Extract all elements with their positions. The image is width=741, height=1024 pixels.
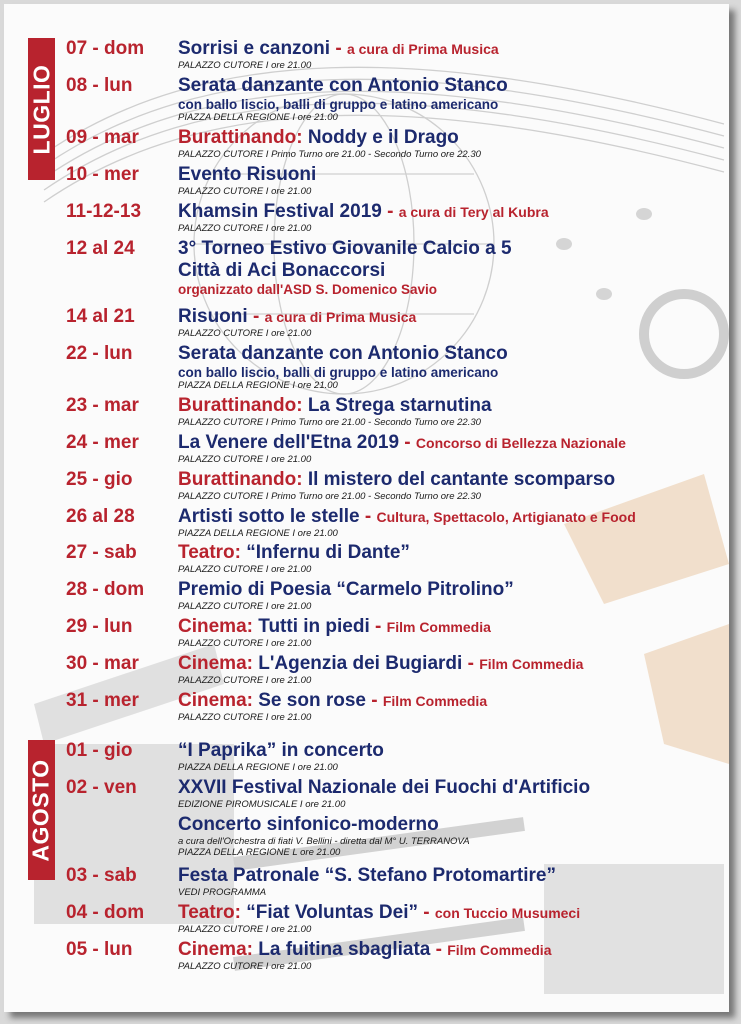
event-date: 29 - lun — [66, 616, 133, 637]
event-category: Burattinando: — [178, 469, 303, 490]
event-category: Burattinando: — [178, 127, 303, 148]
event-title: Se son rose — [258, 690, 366, 711]
event-detail: con ballo liscio, balli di gruppo e latino americano — [178, 97, 499, 112]
event-subtitle: Concorso di Bellezza Nazionale — [415, 435, 626, 451]
event-title-line — [178, 506, 719, 528]
event-body — [178, 740, 719, 773]
event-venue: PALAZZO CUTORE I Primo Turno ore 21.00 - Secondo Turno ore 22.30 — [178, 149, 481, 160]
event-title: “I Paprika” in concerto — [178, 740, 384, 761]
event-body — [178, 395, 719, 428]
event-title: XXVII Festival Nazionale dei Fuochi d'Artificio — [178, 777, 591, 798]
event-title: Serata danzante con Antonio Stanco — [178, 75, 508, 96]
event-subtitle: Cultura, Spettacolo, Artigianato e Food — [376, 509, 636, 525]
event-venue: VEDI PROGRAMMA — [178, 887, 267, 898]
event-date: 10 - mer — [66, 164, 139, 185]
event-date: 26 al 28 — [66, 506, 135, 527]
event-body — [178, 38, 719, 71]
event-date: 12 al 24 — [66, 238, 135, 259]
event-title-line — [178, 939, 719, 961]
event-venue: PALAZZO CUTORE I ore 21.00 — [178, 601, 312, 612]
event-title: Noddy e il Drago — [307, 127, 459, 148]
event-body — [178, 238, 719, 297]
event-title-line — [178, 395, 719, 417]
event-detail: con ballo liscio, balli di gruppo e latino americano — [178, 365, 499, 380]
event-date: 28 - dom — [66, 579, 145, 600]
event-category: Burattinando: — [178, 395, 303, 416]
event-body — [178, 343, 719, 391]
event-date: 31 - mer — [66, 690, 139, 711]
event-title: Serata danzante con Antonio Stanco — [178, 343, 508, 364]
event-title-line — [178, 902, 719, 924]
event-dash: - — [418, 902, 435, 923]
event-title-line — [178, 127, 719, 149]
event-title-line — [178, 542, 719, 564]
event-title-line — [178, 814, 719, 836]
event-title-line — [178, 201, 719, 223]
event-title-line — [178, 343, 719, 365]
event-detail: a cura dell'Orchestra di fiati V. Bellini - diretta dal M° U. TERRANOVA — [178, 836, 470, 847]
event-title-line — [178, 653, 719, 675]
event-title: La fuitina sbagliata — [258, 939, 431, 960]
event-dash: - — [369, 616, 387, 637]
event-title: Risuoni — [178, 306, 248, 327]
event-title: La Strega starnutina — [307, 395, 492, 416]
event-venue: PIAZZA DELLA REGIONE I ore 21.00 — [178, 112, 338, 123]
event-body — [178, 777, 719, 810]
event-venue: PALAZZO CUTORE I Primo Turno ore 21.00 - Secondo Turno ore 22.30 — [178, 491, 481, 502]
event-dash: - — [381, 201, 399, 222]
event-subtitle: Film Commedia — [479, 656, 584, 672]
event-date: 11-12-13 — [66, 201, 142, 222]
event-date: 05 - lun — [66, 939, 133, 960]
event-date: 02 - ven — [66, 777, 137, 798]
event-title-line — [178, 616, 719, 638]
event-venue: PIAZZA DELLA REGIONE I ore 21.00 — [178, 762, 338, 773]
event-body — [178, 469, 719, 502]
event-date: 04 - dom — [66, 902, 145, 923]
event-venue: PIAZZA DELLA REGIONE L ore 21.00 — [178, 847, 341, 858]
event-title: Concerto sinfonico-moderno — [178, 814, 439, 835]
event-date: 30 - mar — [66, 653, 139, 674]
event-title: Tutti in piedi — [258, 616, 370, 637]
event-body — [178, 306, 719, 339]
event-body — [178, 690, 719, 723]
event-detail: Città di Aci Bonaccorsi — [178, 260, 386, 281]
event-body — [178, 616, 719, 649]
event-dash: - — [462, 653, 480, 674]
event-title-line — [178, 38, 719, 60]
event-title: “Fiat Voluntas Dei” — [246, 902, 418, 923]
event-body — [178, 939, 719, 972]
month-label-july: LUGLIO — [28, 38, 55, 180]
event-venue: PALAZZO CUTORE I ore 21.00 — [178, 186, 312, 197]
event-body — [178, 579, 719, 612]
event-dash: - — [430, 939, 448, 960]
event-body — [178, 865, 719, 898]
event-title-line — [178, 579, 719, 601]
event-venue: PALAZZO CUTORE I ore 21.00 — [178, 454, 312, 465]
event-dash: - — [359, 506, 377, 527]
event-title: “Infernu di Dante” — [246, 542, 410, 563]
event-title: Premio di Poesia “Carmelo Pitrolino” — [178, 579, 514, 600]
event-venue: PIAZZA DELLA REGIONE I ore 21.00 — [178, 380, 338, 391]
event-venue: PALAZZO CUTORE I ore 21.00 — [178, 712, 312, 723]
event-date: 07 - dom — [66, 38, 145, 59]
event-category: Cinema: — [178, 939, 253, 960]
event-title-line — [178, 164, 719, 186]
month-label-august: AGOSTO — [28, 740, 55, 880]
event-body — [178, 201, 719, 234]
event-title: Khamsin Festival 2019 — [178, 201, 382, 222]
event-dash: - — [247, 306, 265, 327]
event-title: Sorrisi e canzoni — [178, 38, 331, 59]
event-title-line — [178, 690, 719, 712]
event-body — [178, 653, 719, 686]
event-venue: PIAZZA DELLA REGIONE I ore 21.00 — [178, 528, 338, 539]
event-detail: organizzato dall'ASD S. Domenico Savio — [178, 282, 438, 297]
event-date: 24 - mer — [66, 432, 139, 453]
event-title-line — [178, 306, 719, 328]
event-title-line — [178, 865, 719, 887]
event-venue: PALAZZO CUTORE I ore 21.00 — [178, 564, 312, 575]
event-subtitle: a cura di Prima Musica — [346, 41, 499, 57]
event-body — [178, 542, 719, 575]
event-dash: - — [330, 38, 347, 59]
event-venue: PALAZZO CUTORE I ore 21.00 — [178, 328, 312, 339]
event-body — [178, 902, 719, 935]
event-subtitle: Film Commedia — [386, 619, 491, 635]
event-body — [178, 506, 719, 539]
event-category: Cinema: — [178, 616, 253, 637]
event-date: 08 - lun — [66, 75, 133, 96]
event-category: Teatro: — [178, 542, 241, 563]
event-date: 23 - mar — [66, 395, 139, 416]
event-venue: PALAZZO CUTORE I ore 21.00 — [178, 60, 312, 71]
event-body — [178, 814, 719, 858]
event-subtitle: con Tuccio Musumeci — [434, 905, 581, 921]
event-dash: - — [365, 690, 383, 711]
event-venue: EDIZIONE PIROMUSICALE I ore 21.00 — [178, 799, 346, 810]
event-venue: PALAZZO CUTORE I ore 21.00 — [178, 223, 312, 234]
event-title-line — [178, 777, 719, 799]
event-subtitle: a cura di Prima Musica — [264, 309, 417, 325]
event-body — [178, 432, 719, 465]
event-title-line — [178, 432, 719, 454]
program-sheet — [4, 4, 729, 1012]
event-date: 22 - lun — [66, 343, 133, 364]
event-venue: PALAZZO CUTORE I ore 21.00 — [178, 638, 312, 649]
event-title: L'Agenzia dei Bugiardi — [258, 653, 463, 674]
event-body — [178, 75, 719, 123]
event-title-line — [178, 75, 719, 97]
event-venue: PALAZZO CUTORE I ore 21.00 — [178, 924, 312, 935]
event-date: 03 - sab — [66, 865, 137, 886]
event-title: Evento Risuoni — [178, 164, 317, 185]
event-date: 25 - gio — [66, 469, 133, 490]
event-title-line — [178, 469, 719, 491]
event-subtitle: a cura di Tery al Kubra — [398, 204, 549, 220]
event-category: Cinema: — [178, 653, 253, 674]
event-body — [178, 127, 719, 160]
event-subtitle: Film Commedia — [382, 693, 488, 709]
event-venue: PALAZZO CUTORE I Primo Turno ore 21.00 - Secondo Turno ore 22.30 — [178, 417, 481, 428]
event-date: 01 - gio — [66, 740, 133, 761]
event-title-line — [178, 740, 719, 762]
event-title-line — [178, 238, 719, 260]
event-title: Il mistero del cantante scomparso — [307, 469, 616, 490]
event-date: 27 - sab — [66, 542, 137, 563]
event-body — [178, 164, 719, 197]
event-title: 3° Torneo Estivo Giovanile Calcio a 5 — [178, 238, 512, 259]
event-venue: PALAZZO CUTORE I ore 21.00 — [178, 961, 312, 972]
event-subtitle: Film Commedia — [447, 942, 552, 958]
event-venue: PALAZZO CUTORE I ore 21.00 — [178, 675, 312, 686]
event-dash: - — [399, 432, 416, 453]
event-date: 09 - mar — [66, 127, 139, 148]
event-category: Teatro: — [178, 902, 241, 923]
event-title: La Venere dell'Etna 2019 — [178, 432, 400, 453]
event-date: 14 al 21 — [66, 306, 135, 327]
event-title: Artisti sotto le stelle — [178, 506, 360, 527]
event-category: Cinema: — [178, 690, 253, 711]
event-title: Festa Patronale “S. Stefano Protomartire” — [178, 865, 556, 886]
